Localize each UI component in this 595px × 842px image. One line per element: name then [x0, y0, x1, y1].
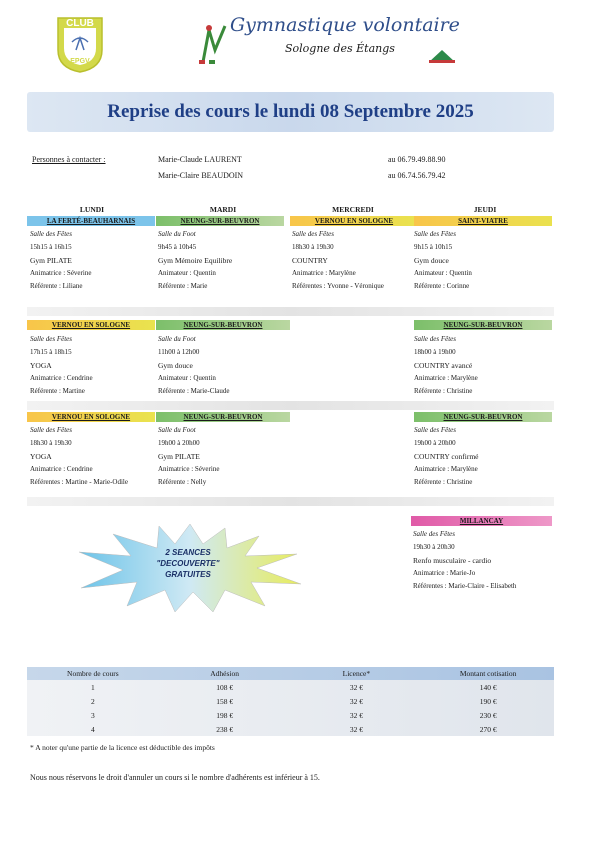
class-time: 9h15 à 10h15: [414, 243, 453, 251]
svg-text:EPGV: EPGV: [70, 58, 90, 65]
class-block: [30, 424, 158, 489]
day-header-mardi: MARDI: [209, 205, 237, 214]
class-time: 9h45 à 10h45: [158, 243, 197, 251]
table-header-row: [27, 667, 554, 680]
column-header: Adhésion: [210, 669, 239, 678]
class-activity: COUNTRY confirmé: [414, 452, 479, 461]
location-bar: NEUNG-SUR-BEUVRON: [156, 320, 290, 330]
class-activity: Gym PILATE: [158, 452, 200, 461]
class-room: Salle des Fêtes: [413, 530, 455, 538]
class-time: 18h30 à 19h30: [292, 243, 334, 251]
class-time: 18h30 à 19h30: [30, 439, 72, 447]
tariff-table: [27, 667, 554, 736]
location-bar: LA FERTÉ-BEAUHARNAIS: [27, 216, 155, 226]
separator: [27, 307, 554, 316]
brand-title: Gymnastique volontaire: [230, 14, 460, 36]
class-time: 19h00 à 20h00: [414, 439, 456, 447]
promo-text: [128, 547, 248, 580]
table-cell: 238 €: [216, 724, 234, 734]
table-cell: 32 €: [349, 696, 363, 706]
table-cell: 190 €: [479, 696, 497, 706]
class-referent: Référente : Martine: [30, 387, 85, 395]
class-referent: Référente : Christine: [414, 478, 473, 486]
class-block: [414, 228, 542, 293]
class-room: Salle des Fêtes: [30, 335, 72, 343]
location-bar: MILLANCAY: [411, 516, 552, 526]
location-bar: NEUNG-SUR-BEUVRON: [156, 412, 290, 422]
class-referent: Référentes : Martine - Marie-Odile: [30, 478, 128, 486]
day-header-jeudi: JEUDI: [473, 205, 497, 214]
table-row: [27, 680, 554, 694]
licence-note: * A noter qu'une partie de la licence est déductible des impôts: [30, 743, 215, 752]
location-bar: NEUNG-SUR-BEUVRON: [156, 216, 284, 226]
table-cell: 230 €: [479, 710, 497, 720]
class-instructor: Animatrice : Marylène: [414, 374, 478, 382]
table-row: [27, 694, 554, 708]
svg-text:CLUB: CLUB: [66, 18, 94, 29]
class-referent: Référente : Christine: [414, 387, 473, 395]
column-header: Licence*: [342, 669, 371, 678]
class-activity: Renfo musculaire - cardio: [413, 556, 492, 565]
class-time: 15h15 à 16h15: [30, 243, 72, 251]
contact-phone-1: au 06.79.49.88.90: [388, 155, 446, 164]
class-referent: Référente : Corinne: [414, 282, 470, 290]
class-instructor: Animatrice : Marie-Jo: [413, 569, 476, 577]
class-room: Salle des Fêtes: [30, 230, 72, 238]
table-cell: 270 €: [479, 724, 497, 734]
title-banner: [27, 92, 554, 132]
promo-line-1: 2 SEANCES: [165, 548, 211, 557]
location-bar: NEUNG-SUR-BEUVRON: [414, 412, 552, 422]
promo-line-2: "DECOUVERTE": [156, 559, 220, 568]
class-activity: Gym douce: [414, 256, 449, 265]
class-referent: Référente : Marie-Claude: [158, 387, 230, 395]
column-header: Nombre de cours: [67, 669, 119, 678]
table-cell: 158 €: [216, 696, 234, 706]
class-instructor: Animatrice : Séverine: [158, 465, 220, 473]
class-room: Salle du Foot: [158, 335, 196, 343]
day-header-mercredi: MERCREDI: [332, 205, 374, 214]
class-time: 19h00 à 20h00: [158, 439, 200, 447]
table-cell: 140 €: [479, 682, 497, 692]
day-header-lundi: LUNDI: [79, 205, 105, 214]
class-time: 11h00 à 12h00: [158, 348, 200, 356]
brand-logo: [195, 12, 465, 68]
class-instructor: Animatrice : Cendrine: [30, 374, 93, 382]
location-bar: VERNOU EN SOLOGNE: [27, 320, 155, 330]
class-activity: YOGA: [30, 361, 52, 370]
class-block: [413, 528, 553, 593]
class-instructor: Animateur : Quentin: [414, 269, 472, 277]
class-referent: Référentes : Marie-Claire - Elisabeth: [413, 582, 517, 590]
class-activity: COUNTRY avancé: [414, 361, 473, 370]
location-bar: NEUNG-SUR-BEUVRON: [414, 320, 552, 330]
table-cell: 32 €: [349, 724, 363, 734]
table-cell: 3: [91, 710, 95, 720]
class-activity: Gym Mémoire Equilibre: [158, 256, 233, 265]
class-block: [30, 333, 158, 398]
class-time: 18h00 à 19h00: [414, 348, 456, 356]
class-activity: Gym PILATE: [30, 256, 72, 265]
table-cell: 4: [91, 724, 95, 734]
class-activity: YOGA: [30, 452, 52, 461]
class-block: [158, 228, 286, 293]
promo-line-3: GRATUITES: [165, 570, 211, 579]
location-bar: VERNOU EN SOLOGNE: [27, 412, 155, 422]
class-room: Salle des Fêtes: [30, 426, 72, 434]
table-cell: 108 €: [216, 682, 234, 692]
class-room: Salle des Fêtes: [292, 230, 334, 238]
column-header: Montant cotisation: [459, 669, 517, 678]
class-block: [158, 424, 286, 489]
class-block: [292, 228, 412, 293]
separator: [27, 497, 554, 506]
brand-subtitle: Sologne des Étangs: [285, 42, 395, 55]
club-logo: [50, 12, 110, 74]
class-referent: Référente : Marie: [158, 282, 208, 290]
table-cell: 198 €: [216, 710, 234, 720]
class-instructor: Animateur : Quentin: [158, 269, 216, 277]
cancellation-note: Nous nous réservons le droit d'annuler un cours si le nombre d'adhérents est inférieur à 15.: [30, 773, 320, 782]
class-instructor: Animatrice : Marylène: [292, 269, 356, 277]
class-room: Salle des Fêtes: [414, 230, 456, 238]
class-time: 17h15 à 18h15: [30, 348, 72, 356]
class-activity: COUNTRY: [292, 256, 328, 265]
table-cell: 32 €: [349, 682, 363, 692]
table-cell: 32 €: [349, 710, 363, 720]
class-instructor: Animatrice : Cendrine: [30, 465, 93, 473]
class-block: [30, 228, 158, 293]
page-title: Reprise des cours le lundi 08 Septembre 2025: [107, 101, 474, 122]
class-instructor: Animatrice : Séverine: [30, 269, 92, 277]
contact-name-1: Marie-Claude LAURENT: [158, 155, 242, 164]
class-activity: Gym douce: [158, 361, 193, 370]
class-block: [414, 333, 542, 398]
class-time: 19h30 à 20h30: [413, 543, 455, 551]
contacts-label: Personnes à contacter :: [32, 155, 106, 164]
class-referent: Référente : Liliane: [30, 282, 83, 290]
class-room: Salle du Foot: [158, 230, 196, 238]
gym-figure-icon: [195, 22, 231, 66]
location-bar: VERNOU EN SOLOGNE: [290, 216, 418, 226]
table-row: [27, 708, 554, 722]
class-room: Salle des Fêtes: [414, 426, 456, 434]
class-block: [414, 424, 542, 489]
table-cell: 2: [91, 696, 95, 706]
table-row: [27, 722, 554, 736]
class-room: Salle des Fêtes: [414, 335, 456, 343]
separator: [27, 401, 554, 410]
contact-name-2: Marie-Claire BEAUDOIN: [158, 171, 244, 180]
location-bar: SAINT-VIATRE: [414, 216, 552, 226]
class-referent: Référentes : Yvonne - Véronique: [292, 282, 384, 290]
class-referent: Référente : Nelly: [158, 478, 207, 486]
ffepgv-logo-icon: [427, 46, 457, 64]
class-block: [158, 333, 286, 398]
class-instructor: Animatrice : Marylène: [414, 465, 478, 473]
class-instructor: Animateur : Quentin: [158, 374, 216, 382]
class-room: Salle du Foot: [158, 426, 196, 434]
contact-phone-2: au 06.74.56.79.42: [388, 171, 446, 180]
table-cell: 1: [91, 682, 95, 692]
